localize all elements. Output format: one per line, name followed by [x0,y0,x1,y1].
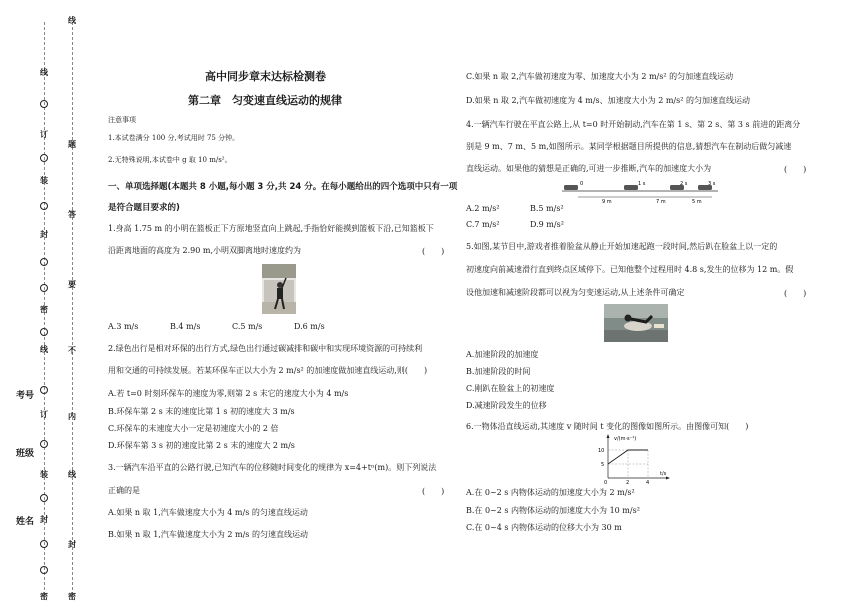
seal-char: 内 [68,411,76,421]
q2-option-a: A.若 t=0 时刻环保车的速度为零,则第 2 s 末它的速度大小为 4 m/s [108,389,349,398]
x-tick: 2 [626,480,630,484]
q5-stem-cont: 初速度向前减速滑行直到终点区域停下。已知他整个过程用时 4.8 s,发生的位移为 12 m。假 [466,265,794,274]
x-tick: 4 [646,480,650,484]
seal-line-inner [72,22,73,600]
q6-option-c: C.在 0~4 s 内物体运动的位移大小为 30 m [466,523,622,532]
q4-answer-blank: ( ) [784,165,807,174]
q5-stem: 5.如图,某节目中,游戏者推着脸盆从静止开始加速起跑一段时间,然后趴在脸盆上以一定的 [466,242,778,251]
seal-char: 不 [68,345,76,355]
binding-hole [40,494,48,502]
y-tick: 5 [601,462,605,468]
binding-hole [40,540,48,548]
q3-stem-cont: 正确的是 [108,486,140,495]
q4-figure [560,178,720,204]
note-item: 1.本试卷满分 100 分,考试用时 75 分钟。 [108,134,240,142]
q4-stem: 4.一辆汽车行驶在平直公路上,从 t=0 时开始制动,汽车在第 1 s、第 2 s、第 3 s 前进的距离分 [466,120,801,129]
seal-char: 线 [68,15,76,25]
q1-option-b: B.4 m/s [170,322,201,331]
binding-hole [40,440,48,448]
q6-stem: 6.一物体沿直线运动,其速度 v 随时间 t 变化的图像如图所示。由图像可知( ) [466,422,749,431]
binding-hole [40,154,48,162]
q4-option-a: A.2 m/s² [466,204,500,213]
q4-option-d: D.9 m/s² [530,220,564,229]
section-heading: 一、单项选择题(本题共 8 小题,每小题 3 分,共 24 分。在每小题给出的四个选项中只有一项 [108,182,458,192]
q4-stem-cont: 别是 9 m、7 m、5 m,如图所示。某同学根据题目所提供的信息,猜想汽车在制动后做匀减速 [466,142,792,151]
q3-answer-blank: ( ) [422,487,445,496]
car-icon [564,185,578,190]
seal-char: 封 [68,539,76,549]
q5-answer-blank: ( ) [784,289,807,298]
q5-option-d: D.减速阶段发生的位移 [466,401,547,410]
seal-char: 答 [68,209,76,219]
q3-option-a: A.如果 n 取 1,汽车做速度大小为 4 m/s 的匀速直线运动 [108,508,308,517]
q5-option-a: A.加速阶段的加速度 [466,350,539,359]
name-label: 姓名 [16,517,35,527]
q5-photo [604,304,668,342]
q4-stem-cont2: 直线运动。如果他的猜想是正确的,可进一步推断,汽车的加速度大小为 [466,164,712,173]
q6-option-b: B.在 0~2 s 内物体运动的加速度大小为 10 m/s² [466,506,640,515]
seal-char: 题 [68,139,76,149]
seal-char: 线 [40,344,48,354]
q5-stem-cont2: 设他加速和减速阶段都可以视为匀变速运动,从上述条件可确定 [466,288,685,297]
fig-label: 3 s [708,181,716,187]
q3-option-b: B.如果 n 取 1,汽车做速度大小为 2 m/s 的匀速直线运动 [108,530,308,539]
binding-hole [40,328,48,336]
q2-option-c: C.环保车的末速度大小一定是初速度大小的 2 倍 [108,424,279,433]
q3-option-c: C.如果 n 取 2,汽车做初速度为零、加速度大小为 2 m/s² 的匀加速直线运动 [466,72,734,81]
class-label: 班级 [16,449,35,459]
binding-hole [40,386,48,394]
seal-char: 线 [68,469,76,479]
q2-option-b: B.环保车第 2 s 末的速度比第 1 s 初的速度大 3 m/s [108,407,295,416]
q1-option-d: D.6 m/s [294,322,325,331]
q5-option-c: C.刚趴在脸盆上的初速度 [466,384,555,393]
q1-photo [262,264,296,314]
q1-answer-blank: ( ) [422,247,445,256]
binding-hole [40,258,48,266]
q1-stem: 1.身高 1.75 m 的小明在篮板正下方原地竖直向上跳起,手指恰好能摸到篮板下沿,已知篮板下 [108,224,434,233]
q2-stem-cont: 用和交通的可持续发展。若某环保车正以大小为 2 m/s² 的加速度做加速直线运动,则( ) [108,366,428,375]
seal-char: 密 [68,591,76,601]
binding-hole [40,100,48,108]
x-tick: 0 [604,480,608,484]
q4-option-c: C.7 m/s² [466,220,500,229]
seal-char: 封 [40,514,48,524]
seal-char: 密 [40,591,48,601]
q2-stem: 2.绿色出行是相对环保的出行方式,绿色出行通过碳减排和碳中和实现环境资源的可持续利 [108,344,423,353]
chapter-title: 第二章 匀变速直线运动的规律 [188,94,342,107]
fig-label: 7 m [656,199,666,204]
fig-label: 0 [580,181,584,187]
fig-label: 1 s [638,181,646,187]
exam-title: 高中同步章末达标检测卷 [205,70,326,83]
seal-char: 要 [68,279,76,289]
q3-option-d: D.如果 n 取 2,汽车做初速度为 4 m/s、加速度大小为 2 m/s² 的匀加速直线运动 [466,96,750,105]
seal-char: 订 [40,129,48,139]
q2-option-d: D.环保车第 3 s 初的速度比第 2 s 末的速度大 2 m/s [108,441,295,450]
fig-label: 5 m [692,199,702,204]
section-heading-cont: 是符合题目要求的) [108,203,180,213]
seal-char: 装 [40,175,48,185]
fig-label: 9 m [602,199,612,204]
seal-char: 订 [40,409,48,419]
q6-option-a: A.在 0~2 s 内物体运动的加速度大小为 2 m/s² [466,488,635,497]
y-tick: 10 [598,448,605,454]
seal-char: 密 [40,304,48,314]
binding-hole [40,284,48,292]
fig-label: 2 s [680,181,688,187]
seal-char: 封 [40,229,48,239]
seal-char: 线 [40,67,48,77]
binding-hole [40,202,48,210]
q5-option-b: B.加速阶段的时间 [466,367,531,376]
graph-xlabel: t/s [660,471,667,477]
q1-option-a: A.3 m/s [108,322,139,331]
note-item: 2.无特殊说明,本试卷中 g 取 10 m/s²。 [108,156,232,164]
graph-ylabel: v/(m·s⁻¹) [614,436,637,442]
notes-heading: 注意事项 [108,116,136,124]
q1-stem-cont: 沿距离地面的高度为 2.90 m,小明双脚离地时速度约为 [108,246,302,255]
q1-option-c: C.5 m/s [232,322,263,331]
exam-number-label: 考号 [16,391,35,401]
q3-stem: 3.一辆汽车沿平直的公路行驶,已知汽车的位移随时间变化的规律为 x=4+tⁿ(m)。则下列说法 [108,463,437,472]
seal-char: 装 [40,469,48,479]
binding-hole [40,566,48,574]
q6-vt-graph [596,434,672,484]
car-icon [624,185,638,190]
q4-option-b: B.5 m/s² [530,204,564,213]
